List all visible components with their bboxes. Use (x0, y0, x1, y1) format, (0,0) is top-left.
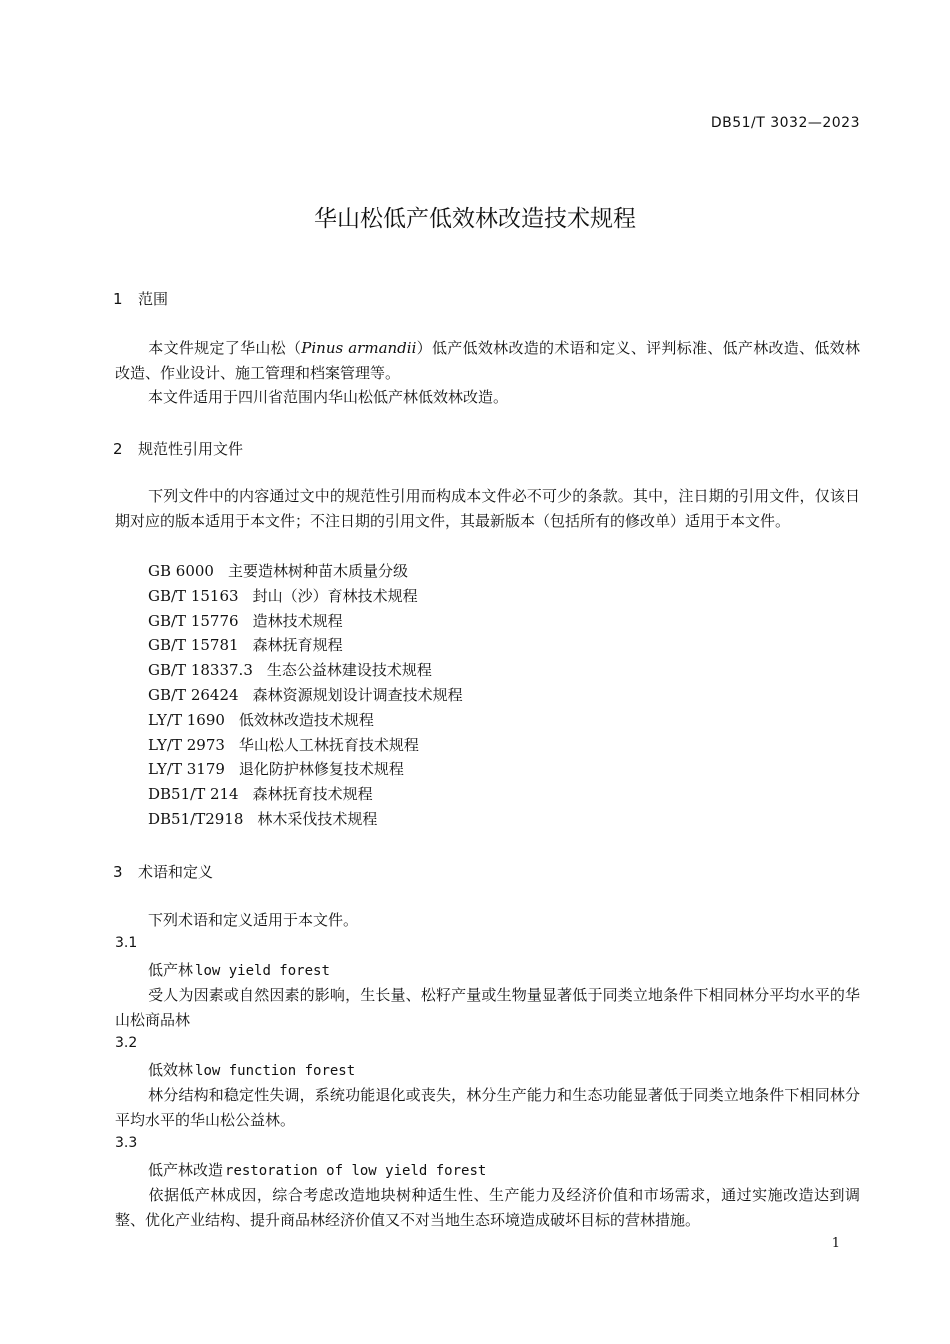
section-title: 范围 (138, 290, 169, 308)
reference-title: 低效林改造技术规程 (238, 710, 374, 729)
document-title: 华山松低产低效林改造技术规程 (314, 206, 636, 232)
reference-title: 森林抚育技术规程 (252, 785, 373, 804)
reference-title: 生态公益林建设技术规程 (266, 661, 432, 680)
document-number: DB51/T 3032—2023 (710, 115, 860, 131)
term-en: restoration of low yield forest (225, 1163, 487, 1179)
section-title: 术语和定义 (138, 863, 214, 881)
term-cn: 低产林改造 (148, 1161, 224, 1179)
reference-code: GB/T 26424 (148, 685, 239, 704)
term-en: low function forest (195, 1063, 356, 1079)
section-number: 2 (113, 440, 123, 458)
reference-code: GB/T 18337.3 (148, 661, 253, 680)
reference-code: LY/T 1690 (148, 710, 225, 729)
term-definition (115, 1083, 860, 1132)
term-definition-text: 依据低产林成因，综合考虑改造地块树种适生性、生产能力及经济价值和市场需求，通过实施改造达到调整、优化产业结构、提升商品林经济价值又不对当地生态环境造成破坏目标的营林措施。 (115, 1186, 860, 1229)
reference-title: 华山松人工林抚育技术规程 (238, 735, 419, 754)
reference-code: GB 6000 (148, 562, 214, 580)
term-number: 3.1 (115, 935, 138, 951)
reference-item (148, 609, 463, 634)
section-heading-terms (113, 861, 213, 882)
reference-item (148, 559, 463, 584)
reference-code: DB51/T2918 (148, 809, 244, 828)
section-heading-references (113, 438, 243, 459)
page-number: 1 (831, 1236, 840, 1251)
reference-title: 退化防护林修复技术规程 (238, 760, 404, 779)
term-definition-text: 林分结构和稳定性失调，系统功能退化或丧失，林分生产能力和生态功能显著低于同类立地条件下相同林分平均水平的华山松公益林。 (115, 1086, 860, 1129)
reference-item (148, 733, 463, 758)
reference-item (148, 683, 463, 708)
section-number: 1 (113, 290, 123, 308)
term-cn: 低效林 (148, 1061, 194, 1079)
references-intro-text: 下列文件中的内容通过文中的规范性引用而构成本文件必不可少的条款。其中，注日期的引用文件，仅该日期对应的版本适用于本文件；不注日期的引用文件，其最新版本（包括所有的修改单）适用于本文件。 (115, 487, 860, 530)
reference-item (148, 807, 463, 832)
reference-code: GB/T 15163 (148, 586, 239, 605)
reference-item (148, 633, 463, 658)
reference-code: GB/T 15781 (148, 636, 239, 655)
reference-title: 封山（沙）育林技术规程 (252, 586, 418, 605)
reference-code: LY/T 3179 (148, 760, 225, 779)
scope-paragraph-2: 本文件适用于四川省范围内华山松低产林低效林改造。 (148, 388, 509, 406)
references-intro (115, 484, 860, 533)
term-en: low yield forest (195, 963, 330, 979)
scope-paragraph-1 (115, 336, 860, 385)
reference-item (148, 782, 463, 807)
section-heading-scope (113, 288, 168, 309)
scope-text-1a: 本文件规定了华山松（ (148, 339, 302, 357)
reference-title: 造林技术规程 (252, 611, 343, 630)
section-number: 3 (113, 863, 123, 881)
reference-title: 林木采伐技术规程 (257, 809, 378, 828)
reference-item (148, 708, 463, 733)
term-definition-text: 受人为因素或自然因素的影响，生长量、松籽产量或生物量显著低于同类立地条件下相同林分平均水平的华山松商品林 (115, 986, 860, 1029)
term-definition (115, 1183, 860, 1232)
reference-list (148, 559, 463, 832)
term-number: 3.2 (115, 1035, 138, 1051)
reference-code: LY/T 2973 (148, 735, 225, 754)
reference-code: DB51/T 214 (148, 785, 239, 804)
scope-text-1b: ）低产低效林改造的术语和定义、评判标准、低产林改造、低效林改造、作业设计、施工管理和档案管理等。 (115, 339, 860, 382)
term-heading (148, 959, 330, 980)
term-number: 3.3 (115, 1135, 138, 1151)
reference-title: 森林资源规划设计调查技术规程 (252, 685, 463, 704)
reference-code: GB/T 15776 (148, 611, 239, 630)
reference-title: 森林抚育规程 (252, 636, 343, 655)
reference-item (148, 658, 463, 683)
terms-intro: 下列术语和定义适用于本文件。 (148, 911, 359, 929)
term-heading (148, 1059, 355, 1080)
term-definition (115, 983, 860, 1032)
latin-name: Pinus armandii (301, 339, 417, 357)
section-title: 规范性引用文件 (138, 440, 244, 458)
reference-item (148, 584, 463, 609)
reference-item (148, 757, 463, 782)
term-cn: 低产林 (148, 961, 194, 979)
reference-title: 主要造林树种苗木质量分级 (227, 562, 408, 580)
term-heading (148, 1159, 486, 1180)
